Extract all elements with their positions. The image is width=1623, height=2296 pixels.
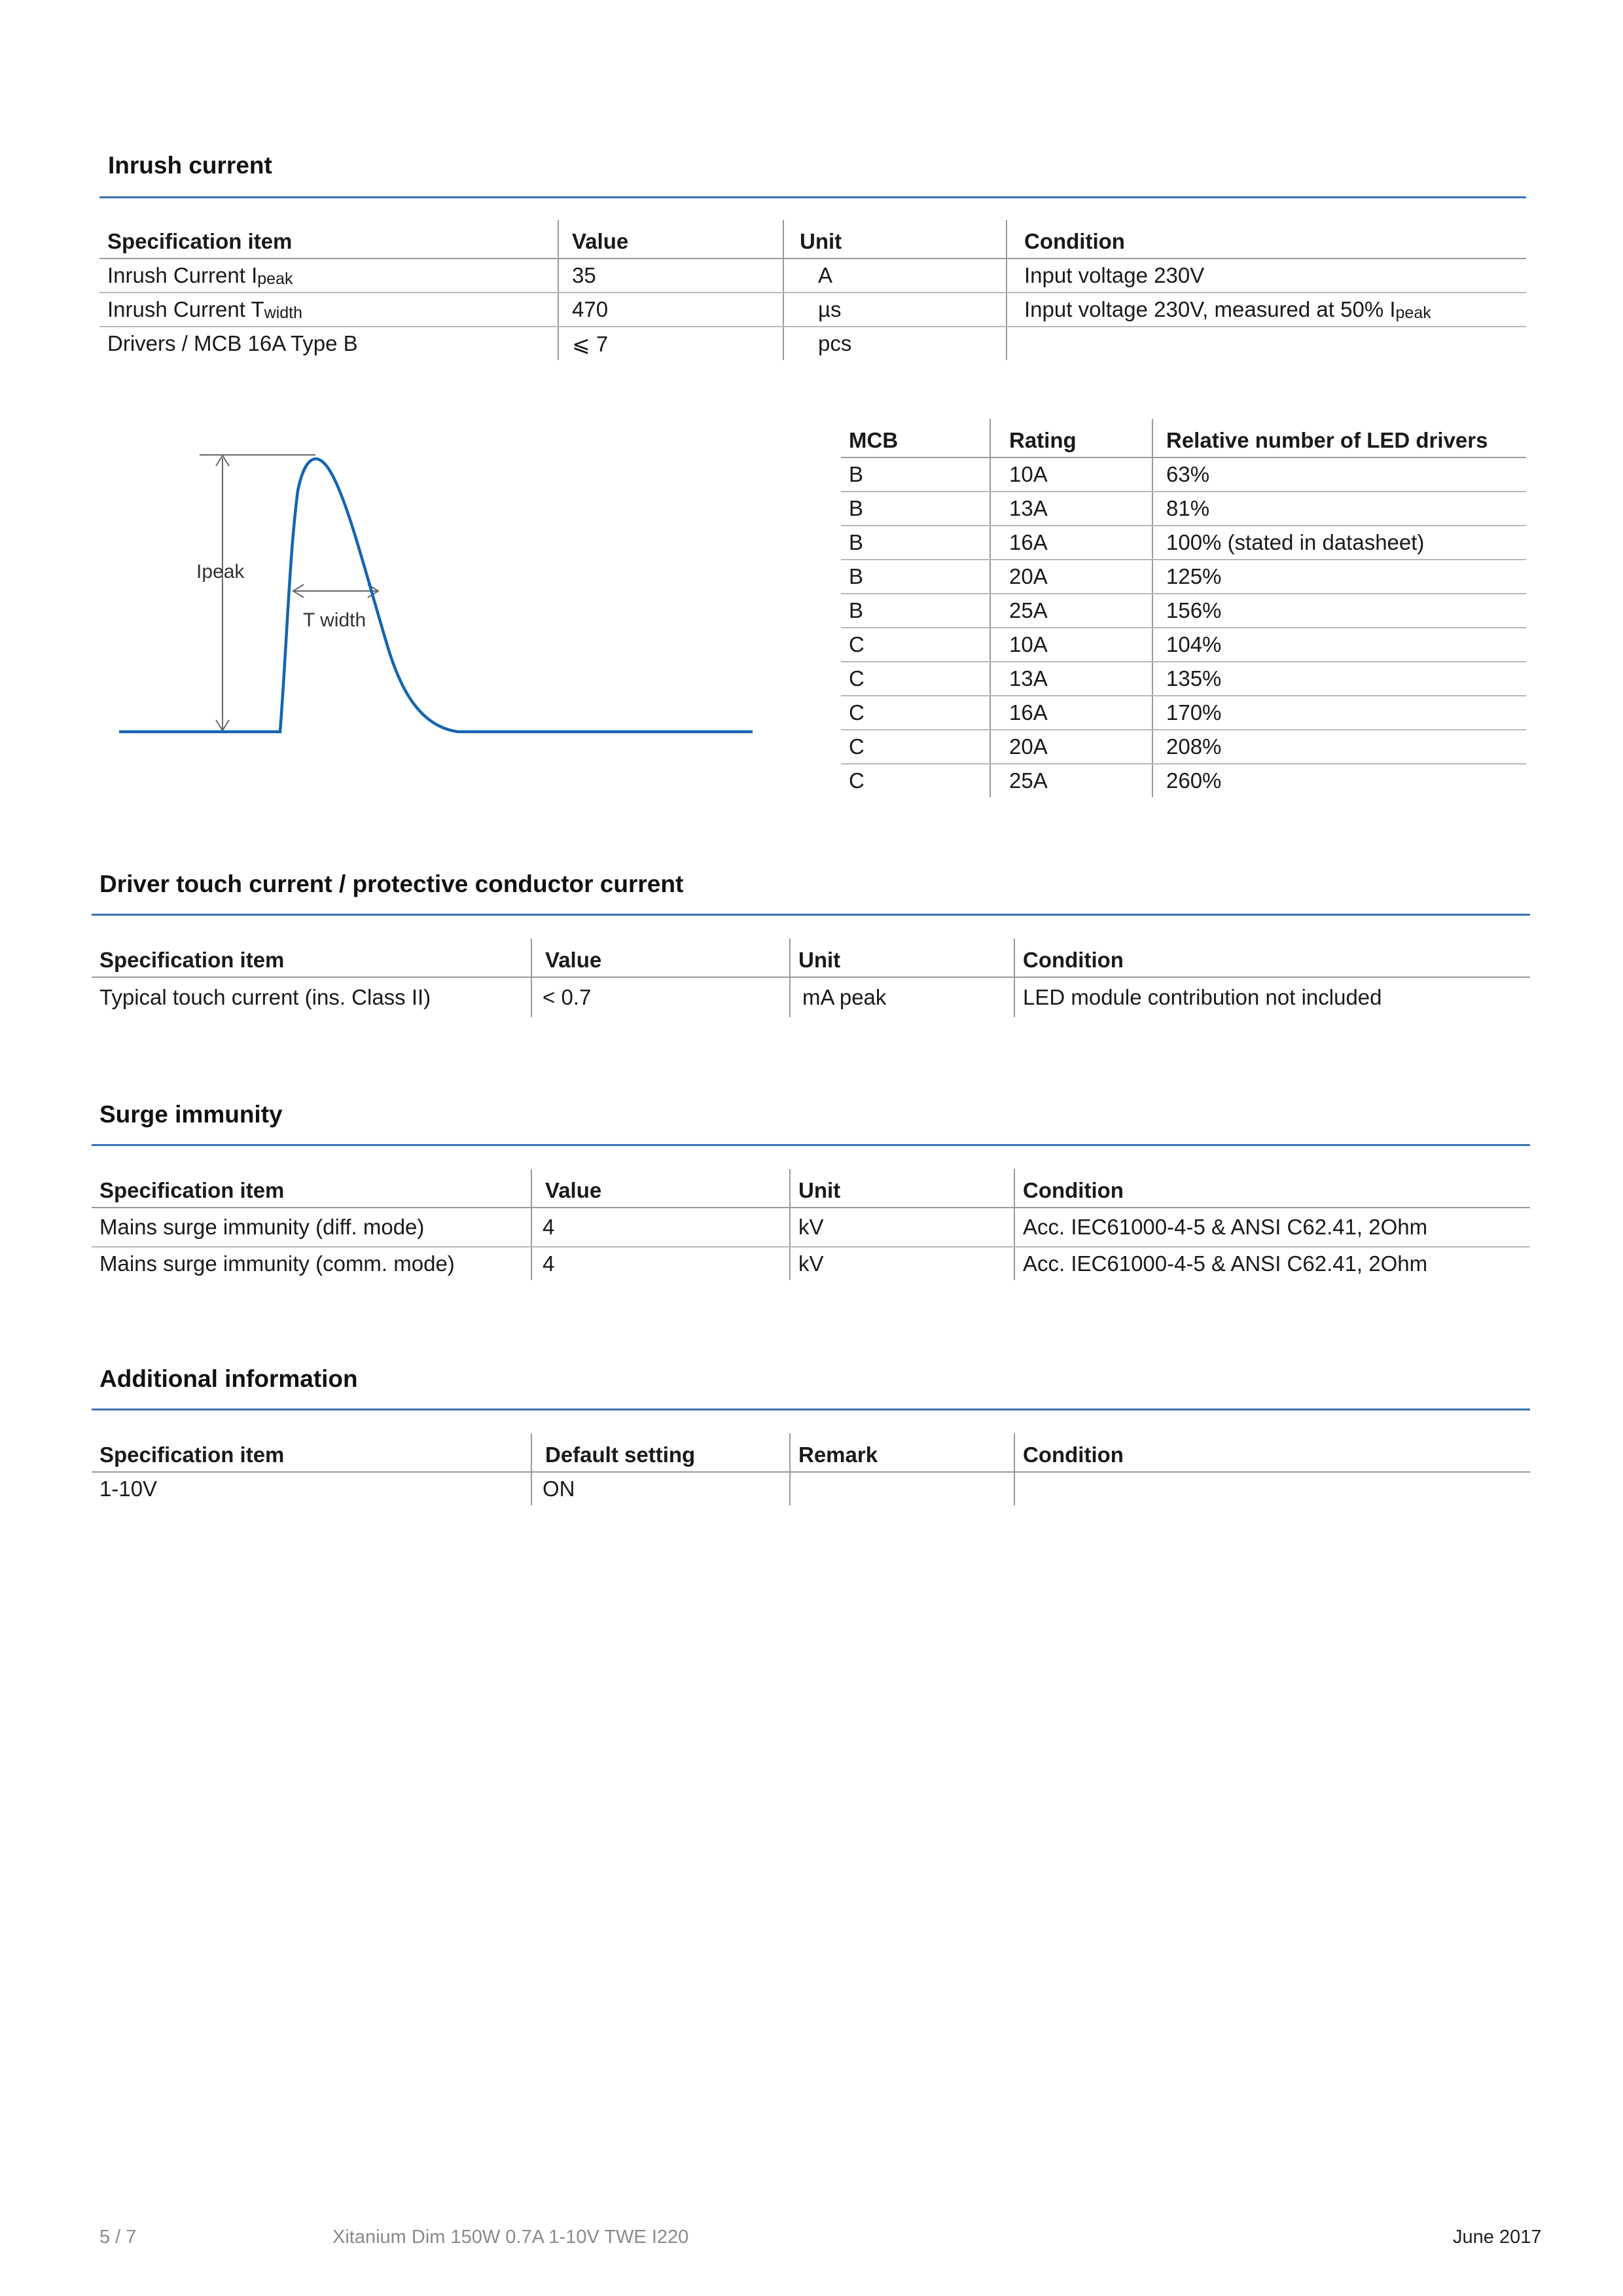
surge-title: Surge immunity: [99, 1101, 283, 1128]
cell-condition: Acc. IEC61000-4-5 & ANSI C62.41, 2Ohm: [1014, 1208, 1530, 1247]
cell-mcb: B: [841, 492, 990, 526]
header-remark: Remark: [790, 1433, 1014, 1472]
cell-rating: 25A: [990, 764, 1152, 797]
touch-title: Driver touch current / protective conductor current: [99, 870, 684, 897]
cell-mcb: C: [841, 730, 990, 764]
header-relative-number: Relative number of LED drivers: [1152, 419, 1526, 457]
footer-date: June 2017: [1453, 2227, 1542, 2248]
inrush-curve: [119, 459, 753, 732]
table-row: [841, 492, 1526, 526]
table-row: [92, 1247, 1530, 1280]
cell-spec-item: Mains surge immunity (comm. mode): [99, 1251, 455, 1276]
inrush-waveform-diagram: [111, 432, 779, 746]
inrush-rule: [99, 196, 1526, 198]
header-value: Value: [531, 1169, 790, 1208]
cell-relative: 100% (stated in datasheet): [1152, 526, 1526, 560]
cell-rating: 20A: [990, 560, 1152, 594]
header-condition: Condition: [1014, 1433, 1530, 1472]
header-unit: Unit: [790, 1169, 1014, 1208]
table-row: [99, 293, 1526, 327]
cell-mcb: C: [841, 696, 990, 730]
table-row: [92, 1472, 1530, 1505]
header-unit: Unit: [783, 220, 1007, 259]
cell-remark: [790, 1472, 1014, 1505]
cell-relative: 81%: [1152, 492, 1526, 526]
cell-unit: kV: [790, 1208, 1014, 1247]
cell-spec-item: 1-10V: [99, 1477, 158, 1501]
table-header-row: [99, 220, 1526, 259]
table-header-row: [841, 419, 1526, 457]
table-row: [841, 594, 1526, 628]
cell-condition: Input voltage 230V, measured at 50% $I_{peak}$: [1007, 293, 1526, 327]
cell-unit: µs: [783, 293, 1007, 327]
header-condition: Condition: [1007, 220, 1526, 259]
additional-table: [92, 1433, 1530, 1505]
cell-rating: 10A: [990, 628, 1152, 662]
cell-mcb: C: [841, 662, 990, 696]
header-spec-item: Specification item: [92, 1169, 531, 1208]
footer-product-name: Xitanium Dim 150W 0.7A 1-10V TWE I220: [332, 2227, 689, 2248]
table-row: [92, 1208, 1530, 1247]
table-row: [99, 259, 1526, 293]
table-header-row: [92, 1169, 1530, 1208]
cell-mcb: C: [841, 628, 990, 662]
surge-table: [92, 1169, 1530, 1280]
cell-condition: LED module contribution not included: [1014, 977, 1530, 1017]
cell-relative: 125%: [1152, 560, 1526, 594]
table-row: [99, 327, 1526, 360]
cell-mcb: B: [841, 594, 990, 628]
cell-mcb: B: [841, 526, 990, 560]
header-spec-item: Specification item: [92, 939, 531, 977]
cell-relative: 104%: [1152, 628, 1526, 662]
ipeak-label: Ipeak: [196, 561, 245, 583]
cell-relative: 208%: [1152, 730, 1526, 764]
table-header-row: [92, 1433, 1530, 1472]
cell-rating: 13A: [990, 492, 1152, 526]
cell-condition: Acc. IEC61000-4-5 & ANSI C62.41, 2Ohm: [1014, 1247, 1530, 1280]
cell-value: 470: [558, 293, 783, 327]
cell-condition: Input voltage 230V: [1007, 259, 1526, 293]
cell-value: 4: [531, 1247, 790, 1280]
header-value: Value: [558, 220, 783, 259]
cell-rating: 20A: [990, 730, 1152, 764]
cell-rating: 25A: [990, 594, 1152, 628]
cell-condition: [1007, 327, 1526, 360]
table-row: [841, 457, 1526, 492]
header-spec-item: Specification item: [99, 220, 558, 259]
footer-page-number: 5 / 7: [99, 2227, 137, 2248]
cell-mcb: B: [841, 457, 990, 492]
cell-relative: 63%: [1152, 457, 1526, 492]
table-row: [841, 696, 1526, 730]
cell-spec-item: Inrush Current $I_{peak}$: [99, 259, 558, 293]
cell-spec-item: Inrush Current $T_{width}$: [99, 293, 558, 327]
cell-spec-item: Typical touch current (ins. Class II): [99, 985, 431, 1009]
header-unit: Unit: [790, 939, 1014, 977]
table-row: [841, 662, 1526, 696]
cell-relative: 260%: [1152, 764, 1526, 797]
additional-rule: [92, 1408, 1530, 1410]
table-row: [92, 977, 1530, 1017]
table-row: [841, 560, 1526, 594]
mcb-table: [841, 419, 1526, 797]
header-default-setting: Default setting: [531, 1433, 790, 1472]
table-row: [841, 628, 1526, 662]
cell-relative: 170%: [1152, 696, 1526, 730]
cell-spec-item: Drivers / MCB 16A Type B: [107, 331, 358, 355]
cell-rating: 16A: [990, 696, 1152, 730]
cell-default-setting: ON: [531, 1472, 790, 1505]
cell-spec-item: Mains surge immunity (diff. mode): [92, 1208, 531, 1247]
inrush-table: [99, 220, 1526, 360]
header-mcb: MCB: [841, 419, 990, 457]
cell-value: ⩽ 7: [558, 327, 783, 360]
header-value: Value: [531, 939, 790, 977]
touch-rule: [92, 914, 1530, 916]
table-row: [841, 730, 1526, 764]
inrush-title: Inrush current: [108, 152, 272, 179]
cell-value: 35: [558, 259, 783, 293]
cell-relative: 135%: [1152, 662, 1526, 696]
header-spec-item: Specification item: [92, 1433, 531, 1472]
cell-mcb: B: [841, 560, 990, 594]
cell-relative: 156%: [1152, 594, 1526, 628]
cell-rating: 16A: [990, 526, 1152, 560]
cell-unit: kV: [790, 1247, 1014, 1280]
header-rating: Rating: [990, 419, 1152, 457]
cell-condition: [1014, 1472, 1530, 1505]
cell-value: 4: [531, 1208, 790, 1247]
cell-value: < 0.7: [531, 977, 790, 1017]
cell-rating: 13A: [990, 662, 1152, 696]
additional-title: Additional information: [99, 1365, 358, 1392]
table-row: [841, 526, 1526, 560]
header-condition: Condition: [1014, 1169, 1530, 1208]
table-header-row: [92, 939, 1530, 977]
cell-rating: 10A: [990, 457, 1152, 492]
touch-table: [92, 939, 1530, 1017]
cell-unit: mA peak: [790, 977, 1014, 1017]
cell-mcb: C: [849, 768, 865, 793]
table-row: [841, 764, 1526, 797]
twidth-label: T width: [303, 609, 366, 631]
header-condition: Condition: [1014, 939, 1530, 977]
cell-unit: pcs: [783, 327, 1007, 360]
surge-rule: [92, 1144, 1530, 1146]
cell-unit: A: [783, 259, 1007, 293]
